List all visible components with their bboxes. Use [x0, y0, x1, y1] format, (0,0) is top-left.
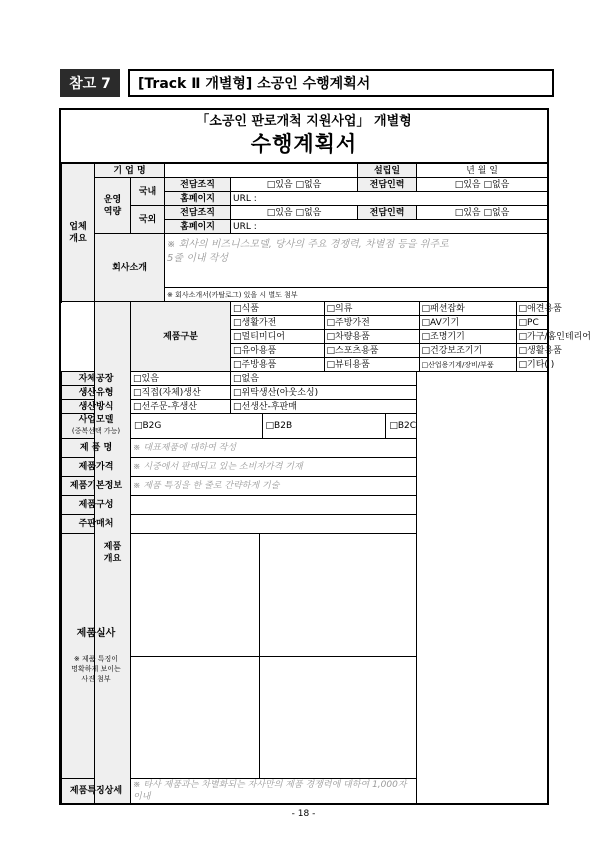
comp-label: 제품구성 — [62, 496, 131, 515]
cat-option[interactable]: □의류 — [324, 302, 419, 316]
reference-badge: 참고 7 — [60, 69, 120, 97]
doc-header — [60, 69, 554, 97]
factory-label: 자체공장 — [62, 372, 131, 386]
intro-label: 회사소개 — [95, 234, 165, 302]
prodmethod-label: 생산방식 — [62, 400, 131, 414]
form-title: 수행계획서 — [250, 132, 358, 156]
model-label-text: 사업모델 — [78, 415, 114, 425]
pname-label: 제 품 명 — [62, 439, 131, 458]
overseas-label: 국외 — [131, 206, 165, 234]
photo-grid — [131, 534, 416, 778]
section-business: 업체 개요 — [62, 164, 95, 302]
cat-option[interactable]: □유아용품 — [231, 344, 324, 358]
model-sub-text: (중복선택 가능) — [71, 427, 121, 435]
category-label: 제품구분 — [131, 302, 231, 372]
cat-option[interactable]: □산업용기계/장비/부품 — [419, 358, 516, 372]
photo-label-text: 제품실사 — [76, 628, 116, 639]
prodtype-label: 생산유형 — [62, 386, 131, 400]
photo-area[interactable] — [131, 534, 417, 779]
ops-label: 운영 역량 — [95, 178, 131, 234]
cat-option[interactable]: □차량용품 — [324, 330, 419, 344]
est-date-input[interactable]: 년 월 일 — [417, 164, 548, 178]
section-product: 제품 개요 — [95, 302, 131, 804]
cat-option[interactable]: □PC — [516, 316, 547, 330]
dom-org-check[interactable]: □있음 □없음 — [231, 178, 358, 192]
model-b2b[interactable]: □B2B — [263, 414, 387, 438]
cat-option[interactable]: □멀티미디어 — [231, 330, 324, 344]
photo-label — [62, 534, 131, 779]
cat-option[interactable]: □기타( ) — [516, 358, 547, 372]
cat-option[interactable]: □조명기기 — [419, 330, 516, 344]
model-b2g[interactable]: □B2G — [131, 414, 263, 438]
cat-option[interactable]: □생활가전 — [231, 316, 324, 330]
pname-input[interactable]: ※ 대표제품에 대하여 작성 — [131, 439, 417, 458]
venue-label: 주판매처 — [62, 515, 131, 534]
intro-input[interactable]: ※ 회사의 비즈니스모델, 당사의 주요 경쟁력, 차별점 등을 위주로 5줄 이내 작성 — [165, 234, 548, 288]
comp-input[interactable] — [131, 496, 417, 515]
model-options[interactable] — [131, 414, 417, 439]
ovs-org-label: 전담조직 — [165, 206, 231, 220]
cat-option[interactable]: □주방용품 — [231, 358, 324, 372]
page-number: - 18 - — [291, 809, 316, 819]
venue-input[interactable] — [131, 515, 417, 534]
dom-url-input[interactable]: URL : — [231, 192, 548, 206]
factory-no[interactable]: □없음 — [231, 372, 417, 386]
ovs-staff-check[interactable]: □있음 □없음 — [417, 206, 548, 220]
dom-staff-check[interactable]: □있음 □없음 — [417, 178, 548, 192]
plan-form — [59, 108, 591, 805]
category-grid[interactable] — [231, 302, 591, 372]
photo-divider-h — [131, 656, 416, 657]
model-row — [131, 414, 416, 438]
prodtype-direct[interactable]: □직접(자체)생산 — [131, 386, 231, 400]
domestic-label: 국내 — [131, 178, 165, 206]
ovs-url-input[interactable]: URL : — [231, 220, 548, 234]
form-title-box — [61, 110, 547, 163]
dom-home-label: 홈페이지 — [165, 192, 231, 206]
detail-label: 제품특징상세 — [62, 779, 131, 804]
company-name-input[interactable] — [165, 164, 358, 178]
cat-option[interactable]: □뷰티용품 — [324, 358, 419, 372]
form-table — [61, 163, 591, 804]
price-input[interactable]: ※ 시중에서 판매되고 있는 소비자가격 기재 — [131, 458, 417, 477]
ovs-home-label: 홈페이지 — [165, 220, 231, 234]
ovs-staff-label: 전담인력 — [358, 206, 417, 220]
cat-option[interactable]: □패션잡화 — [419, 302, 516, 316]
ovs-org-check[interactable]: □있음 □없음 — [231, 206, 358, 220]
cat-option[interactable]: □스포츠용품 — [324, 344, 419, 358]
cat-option[interactable]: □AV기기 — [419, 316, 516, 330]
cat-option[interactable]: □주방가전 — [324, 316, 419, 330]
cat-option[interactable]: □애견용품 — [516, 302, 547, 316]
intro-note: ※ 회사소개서(카탈로그) 있을 시 별도 첨부 — [165, 288, 548, 302]
cat-option[interactable]: □건강보조기기 — [419, 344, 516, 358]
prodmethod-prestock[interactable]: □선생산-후판매 — [231, 400, 417, 414]
prodmethod-preorder[interactable]: □선주문-후생산 — [131, 400, 231, 414]
form-subtitle: 「소공인 판로개척 지원사업」 개별형 — [196, 114, 412, 129]
dom-org-label: 전담조직 — [165, 178, 231, 192]
factory-yes[interactable]: □있음 — [131, 372, 231, 386]
info-label: 제품기본정보 — [62, 477, 131, 496]
reference-title: [Track Ⅱ 개별형] 소공인 수행계획서 — [128, 69, 554, 97]
prodtype-outsource[interactable]: □위탁생산(아웃소싱) — [231, 386, 417, 400]
cat-option[interactable]: □가구/홈인테리어 — [516, 330, 547, 344]
est-date-label: 설립일 — [358, 164, 417, 178]
info-input[interactable]: ※ 제품 특징을 한 줄로 간략하게 기술 — [131, 477, 417, 496]
model-label — [62, 414, 131, 439]
category-options — [231, 302, 591, 371]
model-b2c[interactable]: □B2C — [389, 421, 417, 431]
photo-note: ※ 제품 특징이 명확하게 보이는 사진 첨부 — [71, 655, 121, 683]
detail-input[interactable]: ※ 타사 제품과는 차별화되는 자사만의 제품 경쟁력에 대하여 1,000자 이내 — [131, 779, 417, 804]
cat-option[interactable]: □생활용품 — [516, 344, 547, 358]
dom-staff-label: 전담인력 — [358, 178, 417, 192]
company-name-label: 기 업 명 — [95, 164, 165, 178]
price-label: 제품가격 — [62, 458, 131, 477]
cat-option[interactable]: □식품 — [231, 302, 324, 316]
